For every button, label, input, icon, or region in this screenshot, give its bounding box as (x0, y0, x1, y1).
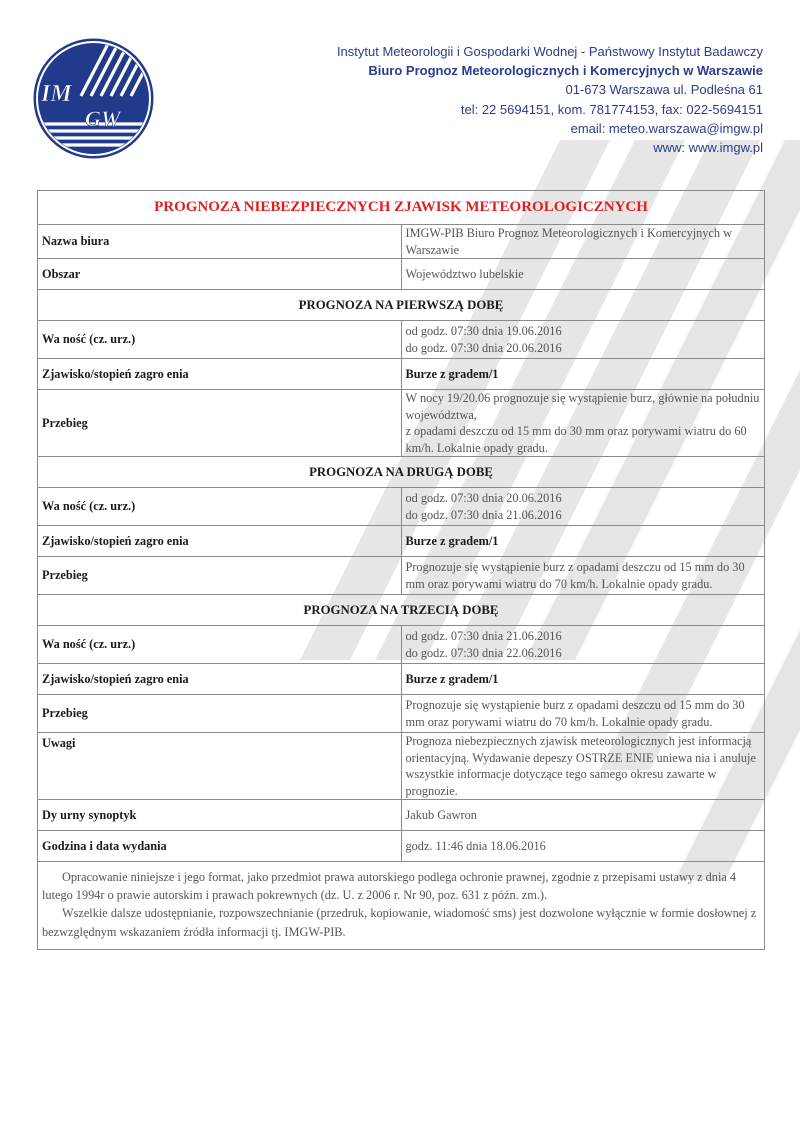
office-label: Nazwa biura (38, 225, 402, 259)
remarks-label: Uwagi (38, 733, 402, 800)
remarks-value: Prognoza niebezpiecznych zjawisk meteorologicznych jest informacją orientacyjną. Wydawanie depeszy OSTRZE ENIE uniewa nia i anuluje wszystkie informacje dotyczące tego samego okresu zawarte w prognozie. (401, 733, 765, 800)
day1-course-value (401, 390, 765, 457)
logo-text-im: IM (41, 81, 72, 107)
day1-validity-to: do godz. 07:30 dnia 20.06.2016 (405, 340, 562, 355)
forecaster-row (38, 800, 765, 831)
office-name: Biuro Prognoz Meteorologicznych i Komercyjnych w Warszawie (368, 63, 763, 79)
day2-phenomenon-label: Zjawisko/stopień zagro enia (38, 526, 402, 557)
day3-validity-row (38, 626, 765, 664)
day3-heading: PROGNOZA NA TRZECIĄ DOBĘ (38, 595, 765, 626)
area-row (38, 259, 765, 290)
day2-validity-row (38, 488, 765, 526)
imgw-logo (33, 38, 154, 159)
issued-label: Godzina i data wydania (38, 831, 402, 862)
day3-course-value: Prognozuje się wystąpienie burz z opadami deszczu od 15 mm do 30 mm oraz porywami wiatru do 70 km/h. Lokalnie opady gradu. (401, 695, 765, 733)
day1-phenomenon-value: Burze z gradem/1 (401, 359, 765, 390)
day2-validity-value (401, 488, 765, 526)
day2-course-label: Przebieg (38, 557, 402, 595)
day1-course-line2: z opadami deszczu od 15 mm do 30 mm oraz porywami wiatru do 60 km/h. Lokalnie opady gradu. (405, 424, 747, 455)
day3-course-label: Przebieg (38, 695, 402, 733)
day2-heading: PROGNOZA NA DRUGĄ DOBĘ (38, 457, 765, 488)
office-address: 01-673 Warszawa ul. Podleśna 61 (565, 82, 763, 98)
day3-phenomenon-value: Burze z gradem/1 (401, 664, 765, 695)
forecaster-value: Jakub Gawron (401, 800, 765, 831)
day1-validity-label: Wa ność (cz. urz.) (38, 321, 402, 359)
day3-phenomenon-label: Zjawisko/stopień zagro enia (38, 664, 402, 695)
day1-course-label: Przebieg (38, 390, 402, 457)
office-phone: tel: 22 5694151, kom. 781774153, fax: 022-5694151 (460, 101, 763, 117)
day3-validity-label: Wa ność (cz. urz.) (38, 626, 402, 664)
office-website[interactable]: www: www.imgw.pl (653, 140, 763, 156)
day2-validity-from: od godz. 07:30 dnia 20.06.2016 (405, 491, 562, 505)
office-email[interactable]: email: meteo.warszawa@imgw.pl (570, 120, 763, 136)
remarks-row (38, 733, 765, 800)
institute-header (243, 42, 763, 157)
issued-row (38, 831, 765, 862)
office-value: IMGW-PIB Biuro Prognoz Meteorologicznych i Komercyjnych w Warszawie (401, 225, 765, 259)
day1-validity-value (401, 321, 765, 359)
area-label: Obszar (38, 259, 402, 290)
day3-validity-to: do godz. 07:30 dnia 22.06.2016 (405, 645, 562, 660)
day2-course-value: Prognozuje się wystąpienie burz z opadami deszczu od 15 mm do 30 mm oraz porywami wiatru do 70 km/h. Lokalnie opady gradu. (401, 557, 765, 595)
day1-validity-row (38, 321, 765, 359)
redistribution-paragraph: Wszelkie dalsze udostępnianie, rozpowszechnianie (przedruk, kopiowanie, wiadomość sms) jest dozwolone wyłącznie w formie dosłownej z bezwzględnym wskazaniem źródła informacji tj. IMGW-PIB. (42, 906, 757, 939)
copyright-paragraph: Opracowanie niniejsze i jego format, jako przedmiot prawa autorskiego podlega ochronie prawnej, zgodnie z przepisami ustawy z dnia 4 lutego 1994r o prawie autorskim i prawach pokrewnych (dz. U. z 2006 r. Nr 90, poz. 631 z późn. zm.). (42, 870, 737, 903)
day1-heading: PROGNOZA NA PIERWSZĄ DOBĘ (38, 290, 765, 321)
day1-phenomenon-label: Zjawisko/stopień zagro enia (38, 359, 402, 390)
logo-text-gw: GW (85, 106, 121, 131)
forecast-table (37, 190, 765, 950)
day3-phenomenon-row (38, 664, 765, 695)
day2-course-row (38, 557, 765, 595)
day3-validity-from: od godz. 07:30 dnia 21.06.2016 (405, 629, 562, 643)
day1-validity-from: od godz. 07:30 dnia 19.06.2016 (405, 324, 562, 338)
report-title: PROGNOZA NIEBEZPIECZNYCH ZJAWISK METEOROLOGICZNYCH (38, 191, 765, 225)
forecaster-label: Dy urny synoptyk (38, 800, 402, 831)
issued-value: godz. 11:46 dnia 18.06.2016 (401, 831, 765, 862)
day3-course-row (38, 695, 765, 733)
day3-validity-value (401, 626, 765, 664)
day2-validity-label: Wa ność (cz. urz.) (38, 488, 402, 526)
day2-validity-to: do godz. 07:30 dnia 21.06.2016 (405, 507, 562, 522)
institute-name: Instytut Meteorologii i Gospodarki Wodnej - Państwowy Instytut Badawczy (336, 44, 763, 59)
office-row (38, 225, 765, 259)
day1-phenomenon-row (38, 359, 765, 390)
copyright-notice (38, 862, 765, 950)
day2-phenomenon-value: Burze z gradem/1 (401, 526, 765, 557)
day1-course-line1: W nocy 19/20.06 prognozuje się wystąpienie burz, głównie na południu województwa, (405, 391, 760, 422)
area-value: Województwo lubelskie (401, 259, 765, 290)
day1-course-row (38, 390, 765, 457)
day2-phenomenon-row (38, 526, 765, 557)
